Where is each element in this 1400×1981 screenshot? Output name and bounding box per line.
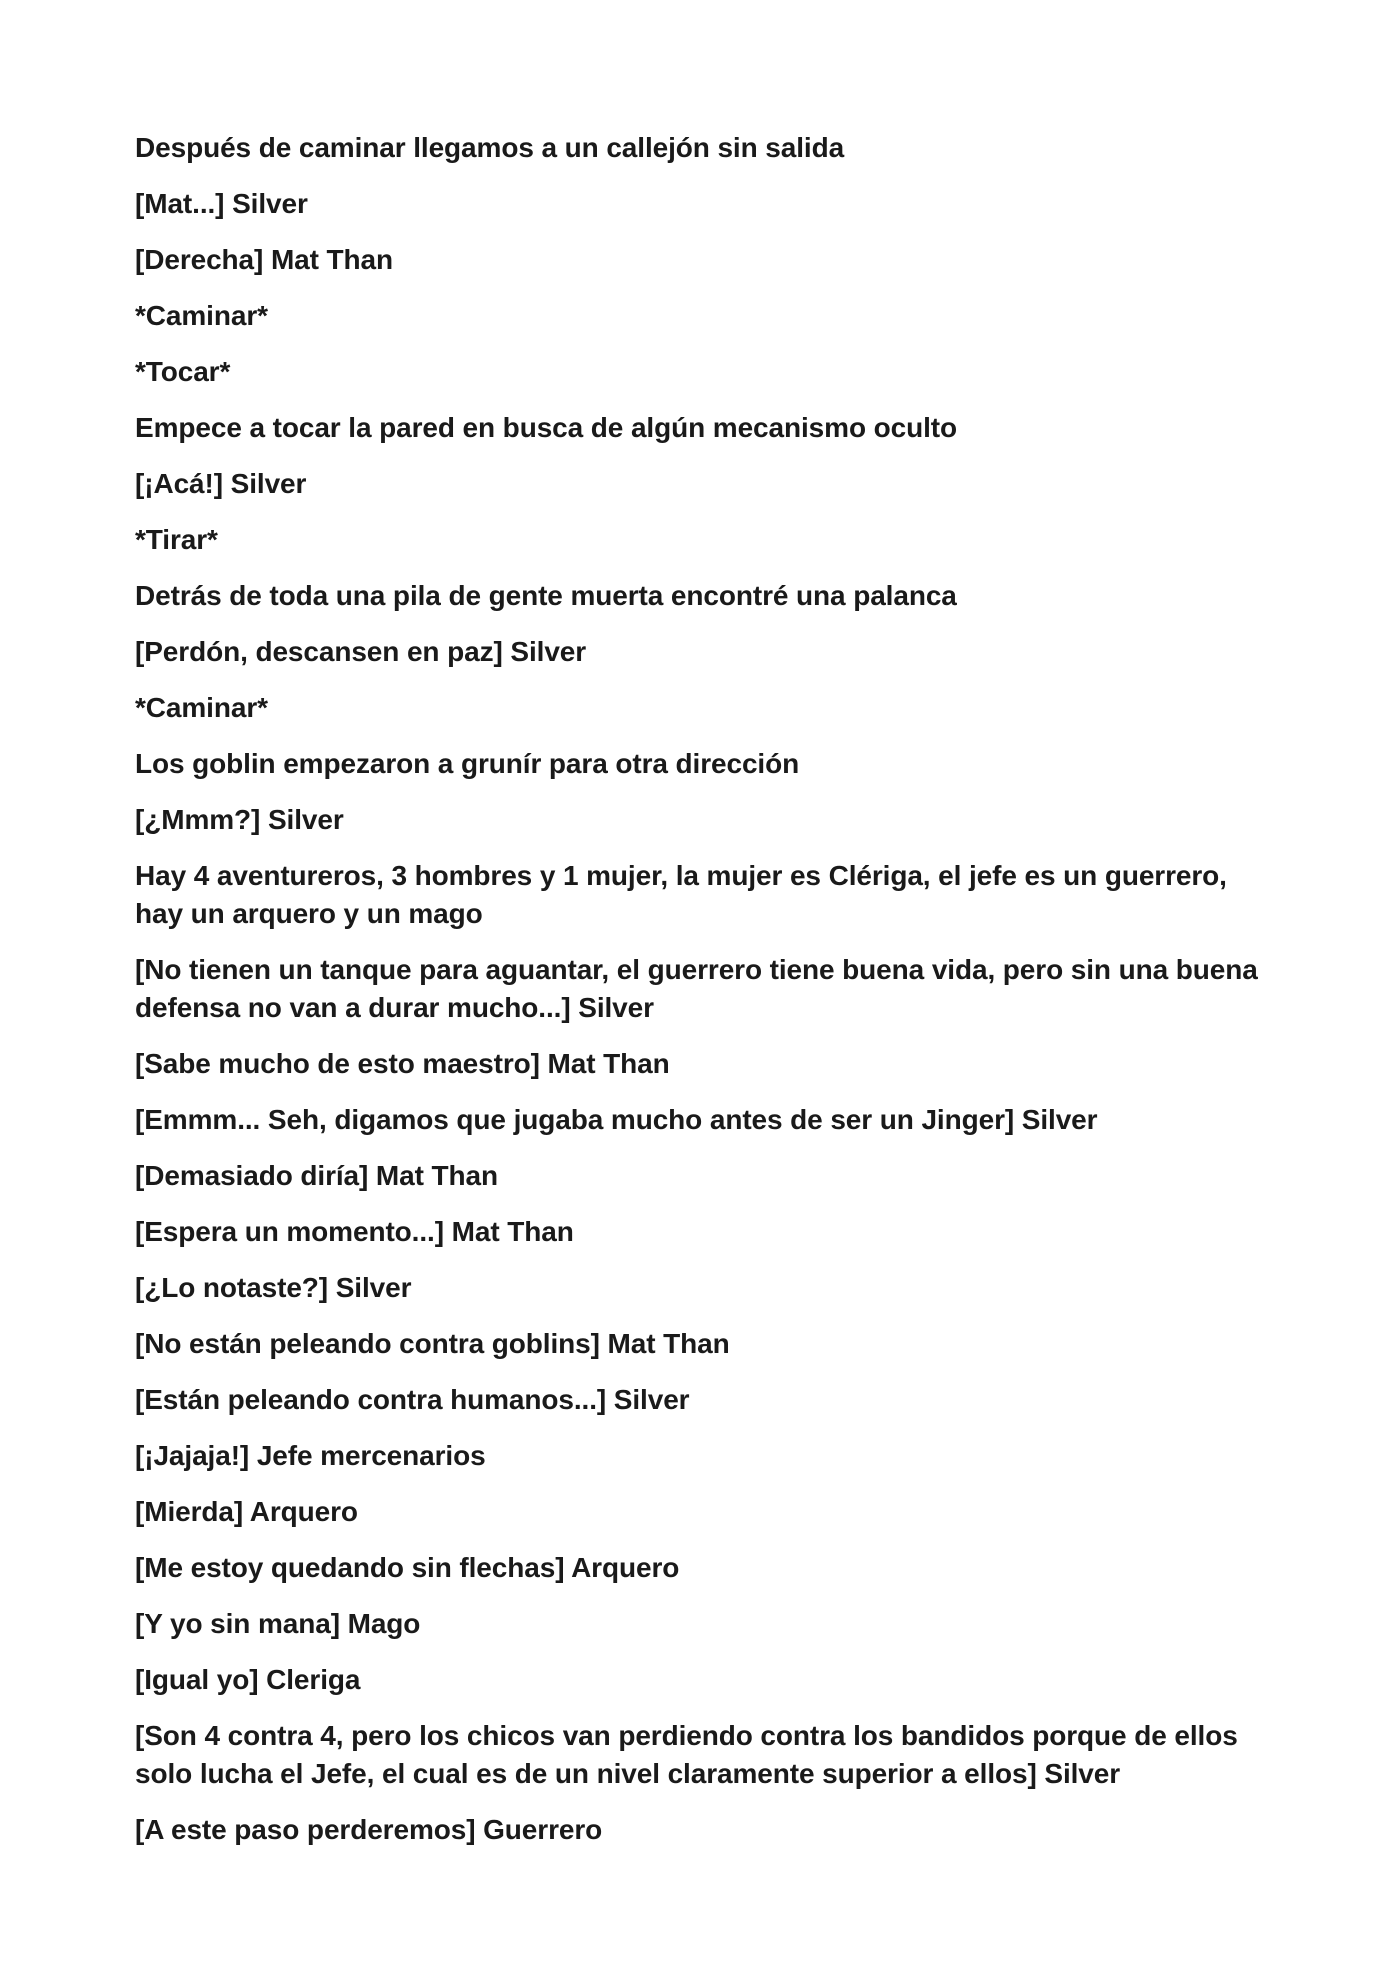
paragraph-line: *Caminar* [135,692,268,723]
paragraph-line: [Igual yo] Cleriga [135,1664,361,1695]
paragraph-line: [Demasiado diría] Mat Than [135,1160,499,1191]
paragraph-line: [Y yo sin mana] Mago [135,1608,421,1639]
paragraph-line: *Tirar* [135,524,218,555]
paragraph-line: [Me estoy quedando sin flechas] Arquero [135,1552,680,1583]
paragraph-line: [A este paso perderemos] Guerrero [135,1814,603,1845]
paragraph-line: Empece a tocar la pared en busca de algún mecanismo oculto [135,412,958,443]
paragraph-line: [Emmm... Seh, digamos que jugaba mucho antes de ser un Jinger] Silver [135,1104,1098,1135]
paragraph-line: [Sabe mucho de esto maestro] Mat Than [135,1048,670,1079]
paragraph-line: Los goblin empezaron a grunír para otra dirección [135,748,800,779]
paragraph-line: [¿Lo notaste?] Silver [135,1272,412,1303]
paragraph-line: [Espera un momento...] Mat Than [135,1216,574,1247]
paragraph-line: [Perdón, descansen en paz] Silver [135,636,587,667]
paragraph-line: [¡Jajaja!] Jefe mercenarios [135,1440,486,1471]
paragraph-line: *Tocar* [135,356,231,387]
paragraph-line: [Están peleando contra humanos...] Silver [135,1384,690,1415]
paragraph-line: [¿Mmm?] Silver [135,804,344,835]
paragraph-line: Detrás de toda una pila de gente muerta encontré una palanca [135,580,957,611]
paragraph-line: [Son 4 contra 4, pero los chicos van perdiendo contra los bandidos porque de ellos solo lucha el Jefe, el cual es de un nivel claramente superior a ellos] Silver [135,1720,1238,1789]
paragraph-line: [Derecha] Mat Than [135,244,394,275]
paragraph-line: [Mierda] Arquero [135,1496,358,1527]
paragraph-line: Hay 4 aventureros, 3 hombres y 1 mujer, la mujer es Clériga, el jefe es un guerrero, hay un arquero y un mago [135,860,1227,929]
paragraph-line: [No están peleando contra goblins] Mat Than [135,1328,730,1359]
paragraph-line: [¡Acá!] Silver [135,468,307,499]
paragraph-line: [Mat...] Silver [135,188,308,219]
paragraph-line: *Caminar* [135,300,268,331]
paragraph-line: Después de caminar llegamos a un callejón sin salida [135,132,845,163]
paragraph-line: [No tienen un tanque para aguantar, el guerrero tiene buena vida, pero sin una buena defensa no van a durar mucho...] Silver [135,954,1258,1023]
